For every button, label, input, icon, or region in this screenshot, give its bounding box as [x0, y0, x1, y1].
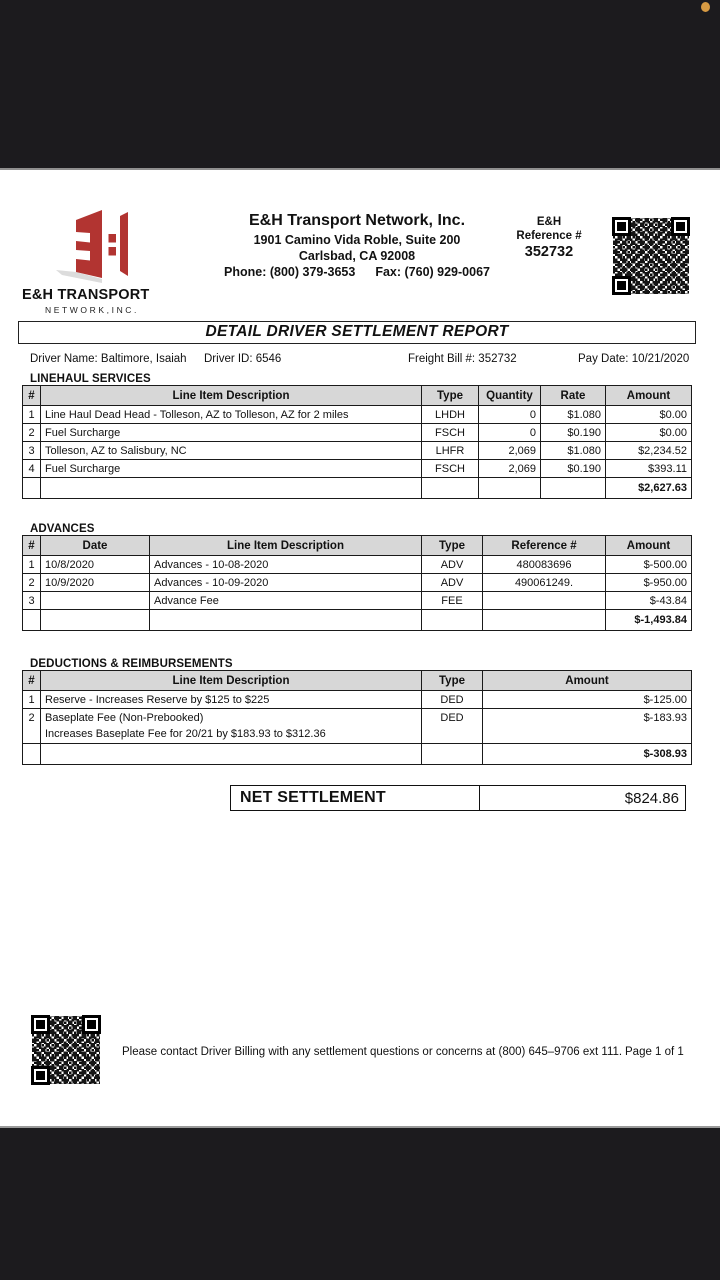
driver-id: Driver ID: 6546: [204, 353, 282, 365]
total-row: [23, 610, 692, 631]
reference-block: [503, 216, 595, 260]
column-header: Type: [422, 536, 483, 556]
pay-date: Pay Date: 10/21/2020: [578, 353, 690, 365]
table-row: 2 Fuel Surcharge FSCH 0 $0.190 $0.00: [23, 424, 692, 442]
settlement-report-page: [0, 168, 720, 1128]
column-header: Line Item Description: [41, 386, 422, 406]
company-address-block: [207, 212, 507, 279]
table-header-row: [23, 386, 692, 406]
column-header: Quantity: [479, 386, 541, 406]
column-header: #: [23, 671, 41, 691]
deduction-description-line1: Baseplate Fee (Non-Prebooked): [45, 712, 204, 724]
reference-number: 352732: [524, 244, 574, 260]
table-header-row: [23, 536, 692, 556]
advances-table: [22, 535, 692, 631]
company-logo: [22, 204, 152, 315]
company-fax: Fax: (760) 929-0067: [375, 265, 490, 279]
total-row: [23, 744, 692, 765]
reference-label-line2: Reference #: [516, 229, 582, 242]
deductions-total: $-308.93: [483, 744, 692, 765]
table-row: 1 Line Haul Dead Head - Tolleson, AZ to Tolleson, AZ for 2 miles LHDH 0 $1.080 $0.00: [23, 406, 692, 424]
total-row: [23, 478, 692, 499]
column-header: Rate: [541, 386, 606, 406]
report-title: DETAIL DRIVER SETTLEMENT REPORT: [18, 321, 696, 344]
company-phone: Phone: (800) 379-3653: [224, 265, 356, 279]
company-address-line1: 1901 Camino Vida Roble, Suite 200: [253, 233, 461, 247]
advances-total: $-1,493.84: [606, 610, 692, 631]
column-header: Type: [422, 386, 479, 406]
eh-logo-icon: [56, 204, 130, 284]
column-header: #: [23, 386, 41, 406]
table-row: 3 Advance Fee FEE $-43.84: [23, 592, 692, 610]
table-row: 1 10/8/2020 Advances - 10-08-2020 ADV 480083696 $-500.00: [23, 556, 692, 574]
net-settlement-amount: $824.86: [624, 789, 679, 807]
column-header: Type: [422, 671, 483, 691]
driver-info-row: [0, 353, 720, 368]
linehaul-table: [22, 385, 692, 499]
linehaul-total: $2,627.63: [606, 478, 692, 499]
column-header: Line Item Description: [150, 536, 422, 556]
column-header: #: [23, 536, 41, 556]
table-row: 3 Tolleson, AZ to Salisbury, NC LHFR 2,069 $1.080 $2,234.52: [23, 442, 692, 460]
deductions-heading: DEDUCTIONS & REIMBURSEMENTS: [30, 658, 233, 670]
logo-wordmark: E&H TRANSPORT: [22, 287, 150, 303]
column-header: Amount: [606, 536, 692, 556]
page-number: Page 1 of 1: [625, 1046, 684, 1058]
qr-code-footer: [31, 1015, 101, 1085]
linehaul-heading: LINEHAUL SERVICES: [30, 373, 151, 385]
column-header: Amount: [483, 671, 692, 691]
qr-finder-icon: [31, 1066, 50, 1085]
logo-subtext: NETWORK,INC.: [45, 305, 140, 315]
qr-finder-icon: [31, 1015, 50, 1034]
driver-name: Driver Name: Baltimore, Isaiah: [30, 353, 187, 365]
recording-indicator-icon: [701, 2, 710, 12]
qr-finder-icon: [612, 217, 631, 236]
qr-finder-icon: [671, 217, 690, 236]
advances-heading: ADVANCES: [30, 523, 95, 535]
company-name: E&H Transport Network, Inc.: [248, 212, 466, 229]
table-row: 2 Baseplate Fee (Non-Prebooked) Increases Baseplate Fee for 20/21 by $183.93 to $312.36 DED $-183.93: [23, 709, 692, 744]
column-header: Line Item Description: [41, 671, 422, 691]
table-header-row: [23, 671, 692, 691]
reference-label-line1: E&H: [536, 216, 562, 228]
qr-code-header: [612, 217, 690, 295]
qr-finder-icon: [612, 276, 631, 295]
table-row: 2 10/9/2020 Advances - 10-09-2020 ADV 490061249. $-950.00: [23, 574, 692, 592]
deduction-description-line2: Increases Baseplate Fee for 20/21 by $183.93 to $312.36: [45, 728, 326, 740]
freight-bill-number: Freight Bill #: 352732: [408, 353, 517, 365]
column-header: Reference #: [483, 536, 606, 556]
footer-contact-message: Please contact Driver Billing with any settlement questions or concerns at (800) 645–9706 ext 111.: [122, 1046, 623, 1058]
column-header: Amount: [606, 386, 692, 406]
deductions-table: [22, 670, 692, 765]
company-address-line2: Carlsbad, CA 92008: [298, 248, 416, 263]
column-header: Date: [41, 536, 150, 556]
table-row: 4 Fuel Surcharge FSCH 2,069 $0.190 $393.11: [23, 460, 692, 478]
net-settlement-label: NET SETTLEMENT: [231, 786, 480, 810]
company-phone-fax: [207, 265, 507, 279]
qr-finder-icon: [82, 1015, 101, 1034]
net-settlement-box: [230, 785, 686, 811]
table-row: 1 Reserve - Increases Reserve by $125 to $225 DED $-125.00: [23, 691, 692, 709]
